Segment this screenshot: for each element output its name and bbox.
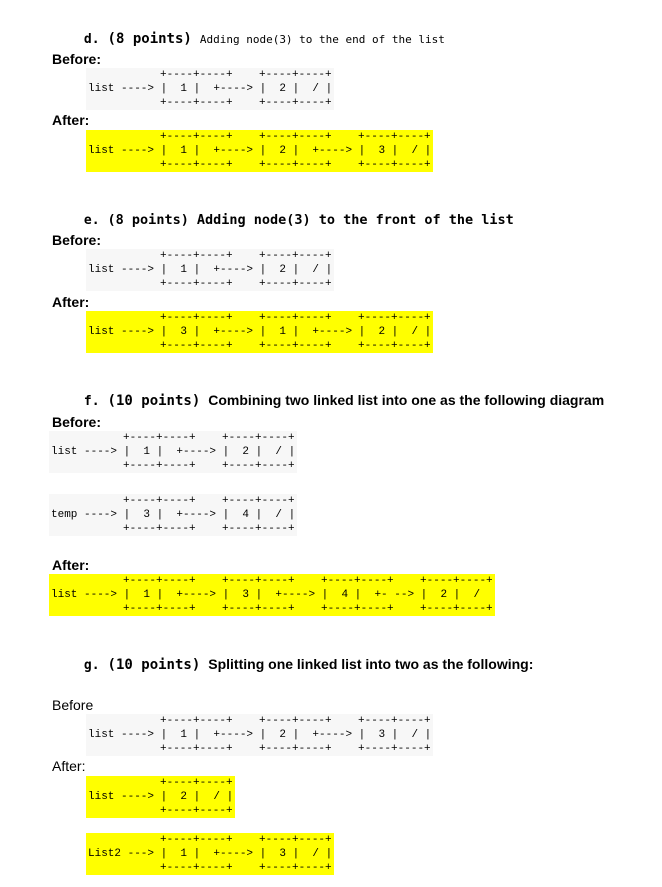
section-f-after-label: After:: [52, 557, 90, 573]
diagram-node-row: list ----> | 1 | +----> | 2 | +----> | 3 | / |: [88, 729, 432, 741]
section-e-before-label: Before:: [52, 232, 102, 248]
section-e-description: Adding node(3) to the front of the list: [196, 212, 514, 228]
diagram-top-border: +----+----+ +----+----+: [160, 69, 332, 81]
diagram-top-border: +----+----+ +----+----+ +----+----+: [160, 312, 431, 324]
section-f-heading: [75, 374, 604, 410]
section-f-before-list-diagram: [49, 431, 297, 473]
section-d-heading: [75, 12, 445, 48]
section-d-before-label: Before:: [52, 51, 102, 67]
diagram-top-border: +----+----+ +----+----+: [160, 834, 332, 846]
diagram-node-row: temp ----> | 3 | +----> | 4 | / |: [51, 509, 296, 521]
section-f-after-diagram: [49, 574, 495, 616]
diagram-bottom-border: +----+----+ +----+----+: [123, 460, 295, 472]
section-g-points: (10 points): [107, 657, 201, 673]
diagram-top-border: +----+----+ +----+----+ +----+----+ +----+----+: [123, 575, 493, 587]
section-g-letter: g.: [83, 658, 100, 673]
section-e-heading: [75, 193, 514, 229]
section-f-points: (10 points): [107, 393, 201, 409]
section-d-before-diagram: [86, 68, 334, 110]
section-g-before-diagram: [86, 714, 433, 756]
diagram-node-row: list ----> | 1 | +----> | 2 | / |: [51, 446, 296, 458]
section-e-after-diagram: [86, 311, 433, 353]
diagram-bottom-border: +----+----+ +----+----+ +----+----+ +----+----+: [123, 603, 493, 615]
diagram-node-row: list ----> | 1 | +----> | 3 | +----> | 4 | +- --> | 2 | /: [51, 589, 481, 601]
diagram-top-border: +----+----+: [160, 777, 233, 789]
section-g-after-list-diagram: [86, 776, 235, 818]
section-e-before-diagram: [86, 249, 334, 291]
section-d-points: (8 points): [107, 31, 192, 47]
diagram-node-row: list ----> | 3 | +----> | 1 | +----> | 2 | / |: [88, 326, 432, 338]
diagram-node-row: list ----> | 1 | +----> | 2 | +----> | 3 | / |: [88, 145, 432, 157]
section-g-after-label: After:: [52, 758, 86, 774]
diagram-bottom-border: +----+----+ +----+----+: [160, 862, 332, 874]
diagram-node-row: List2 ---> | 1 | +----> | 3 | / |: [88, 848, 333, 860]
section-e-points: (8 points): [107, 212, 189, 228]
section-d-after-diagram: [86, 130, 433, 172]
section-f-before-label: Before:: [52, 414, 102, 430]
diagram-bottom-border: +----+----+: [160, 805, 233, 817]
diagram-bottom-border: +----+----+ +----+----+: [160, 97, 332, 109]
section-e-letter: e.: [83, 213, 100, 228]
section-g-before-label: Before: [52, 697, 94, 713]
section-f-before-temp-diagram: [49, 494, 297, 536]
section-g-description: Splitting one linked list into two as the following:: [208, 656, 534, 672]
diagram-bottom-border: +----+----+ +----+----+: [123, 523, 295, 535]
section-d-description: Adding node(3) to the end of the list: [199, 33, 445, 46]
diagram-node-row: list ----> | 2 | / |: [88, 791, 234, 803]
section-d-letter: d.: [83, 32, 100, 47]
section-f-letter: f.: [83, 394, 100, 409]
diagram-top-border: +----+----+ +----+----+: [160, 250, 332, 262]
diagram-top-border: +----+----+ +----+----+ +----+----+: [160, 715, 431, 727]
diagram-node-row: list ----> | 1 | +----> | 2 | / |: [88, 264, 333, 276]
section-f-description: Combining two linked list into one as the following diagram: [208, 392, 605, 408]
section-g-after-list2-diagram: [86, 833, 334, 875]
diagram-bottom-border: +----+----+ +----+----+: [160, 278, 332, 290]
diagram-bottom-border: +----+----+ +----+----+ +----+----+: [160, 340, 431, 352]
diagram-top-border: +----+----+ +----+----+: [123, 495, 295, 507]
section-g-heading: [75, 638, 533, 674]
diagram-top-border: +----+----+ +----+----+: [123, 432, 295, 444]
diagram-bottom-border: +----+----+ +----+----+ +----+----+: [160, 743, 431, 755]
diagram-top-border: +----+----+ +----+----+ +----+----+: [160, 131, 431, 143]
section-e-after-label: After:: [52, 294, 90, 310]
diagram-bottom-border: +----+----+ +----+----+ +----+----+: [160, 159, 431, 171]
diagram-node-row: list ----> | 1 | +----> | 2 | / |: [88, 83, 333, 95]
section-d-after-label: After:: [52, 112, 90, 128]
